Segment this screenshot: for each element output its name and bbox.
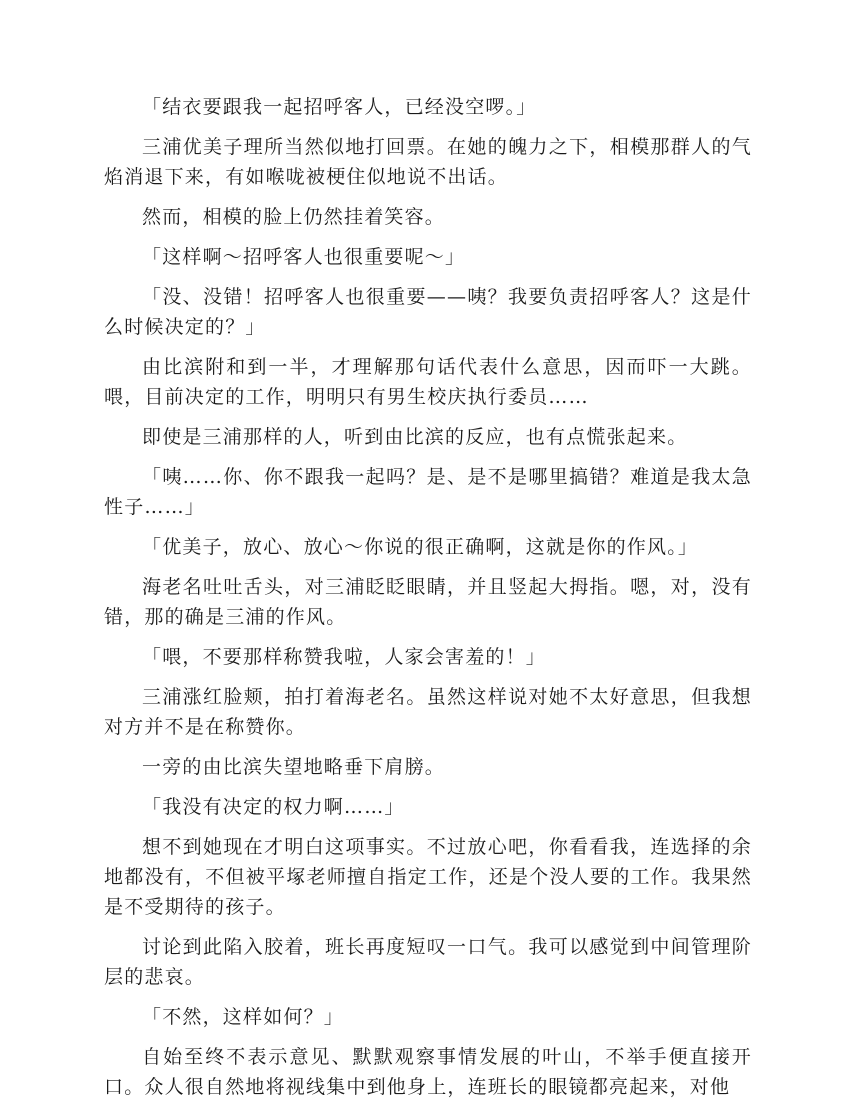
paragraph-8: 「咦……你、你不跟我一起吗？是、是不是哪里搞错？难道是我太急性子……」 (104, 466, 752, 518)
paragraph-10: 海老名吐吐舌头，对三浦眨眨眼睛，并且竖起大拇指。嗯，对，没有错，那的确是三浦的作风。 (104, 576, 752, 628)
paragraph-1: 「结衣要跟我一起招呼客人，已经没空啰。」 (142, 96, 537, 118)
paragraph-3: 然而，相模的脸上仍然挂着笑容。 (142, 206, 446, 228)
paragraph-14: 「我没有决定的权力啊……」 (142, 796, 405, 818)
paragraph-9: 「优美子，放心、放心～你说的很正确啊，这就是你的作风。」 (142, 536, 699, 558)
book-page (104, 92, 752, 1112)
paragraph-17: 「不然，这样如何？」 (142, 1006, 345, 1028)
paragraph-11: 「喂，不要那样称赞我啦，人家会害羞的！」 (142, 646, 547, 668)
paragraph-13: 一旁的由比滨失望地略垂下肩膀。 (142, 756, 446, 778)
paragraph-5: 「没、没错！招呼客人也很重要——咦？我要负责招呼客人？这是什么时候决定的？」 (104, 286, 752, 338)
paragraph-4: 「这样啊～招呼客人也很重要呢～」 (142, 246, 466, 268)
paragraph-7: 即使是三浦那样的人，听到由比滨的反应，也有点慌张起来。 (142, 426, 688, 448)
paragraph-2: 三浦优美子理所当然似地打回票。在她的魄力之下，相模那群人的气焰消退下来，有如喉咙被梗住似地说不出话。 (104, 136, 752, 188)
paragraph-12: 三浦涨红脸颊，拍打着海老名。虽然这样说对她不太好意思，但我想对方并不是在称赞你。 (104, 686, 752, 738)
paragraph-15: 想不到她现在才明白这项事实。不过放心吧，你看看我，连选择的余地都没有，不但被平塚老师擅自指定工作，还是个没人要的工作。我果然是不受期待的孩子。 (104, 836, 752, 918)
paragraph-16: 讨论到此陷入胶着，班长再度短叹一口气。我可以感觉到中间管理阶层的悲哀。 (104, 936, 752, 988)
paragraph-6: 由比滨附和到一半，才理解那句话代表什么意思，因而吓一大跳。喂，目前决定的工作，明明只有男生校庆执行委员…… (104, 356, 752, 408)
paragraph-18: 自始至终不表示意见、默默观察事情发展的叶山，不举手便直接开口。众人很自然地将视线集中到他身上，连班长的眼镜都亮起来，对他 (104, 1046, 752, 1098)
